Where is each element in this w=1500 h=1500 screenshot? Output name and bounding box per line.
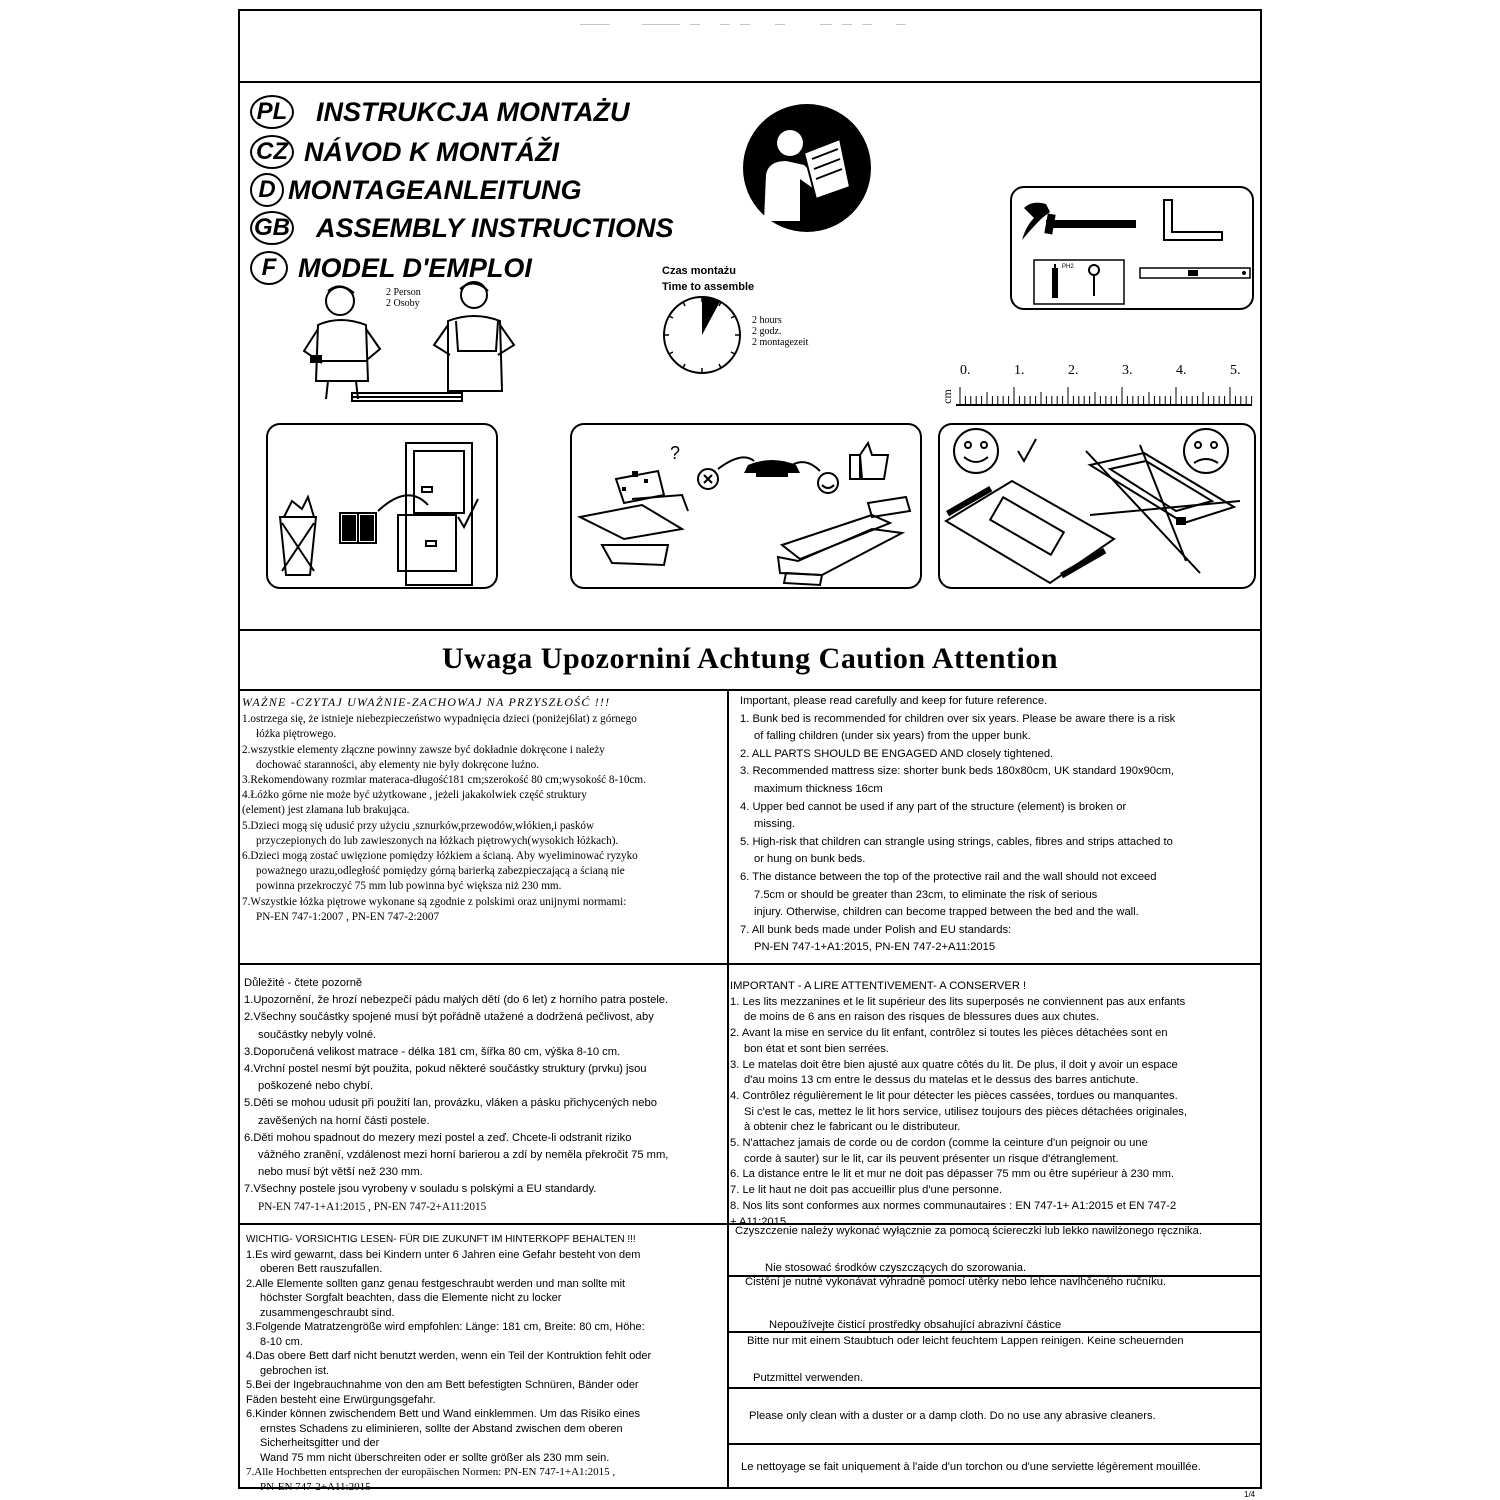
warnings-gb-line: injury. Otherwise, children can become trapped between the bed and the wall. [754, 906, 1139, 919]
warnings-cz-line: součástky nebyly volné. [258, 1028, 377, 1041]
header-section [240, 81, 1260, 631]
warnings-pl-line: (element) jest złamana lub brakująca. [242, 804, 410, 817]
ph2-label: PH2 [1062, 264, 1074, 270]
hours-label [752, 315, 808, 348]
warnings-pl-line: 1.ostrzega się, że istnieje niebezpieczeństwo wypadnięcia dzieci (poniżej6lat) z górnego [242, 713, 637, 726]
cleaning-cz [729, 1277, 1262, 1331]
work-on-floor-illustration [940, 425, 1254, 587]
warnings-de-line: oberen Bett rauszufallen. [260, 1263, 383, 1275]
cleaning-fr [729, 1445, 1262, 1489]
warnings-fr-line: corde à sauter) sur le lit, car ils peuvent présenter un risque d'étranglement. [744, 1152, 1119, 1165]
ruler-icon [956, 379, 1252, 409]
warnings-cz-line: PN-EN 747-1+A1:2015 , PN-EN 747-2+A11:2015 [258, 1200, 487, 1213]
warnings-pl-line: łóżka piętrowego. [256, 728, 337, 741]
cleaning-pl [729, 1225, 1262, 1275]
title-pl [250, 95, 629, 129]
grid-divider-1 [240, 963, 1262, 965]
title-text-gb: ASSEMBLY INSTRUCTIONS [316, 212, 674, 243]
warnings-fr-line: 4. Contrôlez régulièrement le lit pour détecter les pièces cassées, tordues ou manquantes. [730, 1089, 1178, 1102]
warnings-pl-line: 2.wszystkie elementy złączne powinny zawsze być dokładnie dokręcone i należy [242, 743, 605, 756]
ruler-tick-3: 3. [1122, 363, 1133, 378]
page-number: 1/4 [1244, 1490, 1256, 1499]
warnings-gb-line: missing. [754, 818, 796, 831]
warnings-pl-heading: WAŻNE -CZYTAJ UWAŻNIE-ZACHOWAJ NA PRZYSZŁOŚĆ !!! [242, 695, 611, 709]
title-text-cz: NÁVOD K MONTÁŽI [304, 136, 559, 167]
ruler-unit: cm [939, 389, 954, 404]
warnings-gb-line: 4. Upper bed cannot be used if any part of the structure (element) is broken or [740, 800, 1127, 813]
warnings-de-line: 5.Bei der Ingebrauchnahme von den am Bett befestigten Schnüren, Bänder oder [246, 1379, 639, 1391]
caution-title: Uwaga Upozorniní Achtung Caution Attention [240, 629, 1260, 691]
title-cz [250, 135, 559, 169]
time-label-pl: Czas montażu [662, 265, 736, 277]
warnings-fr-line: 3. Le matelas doit être bien ajusté aux quatre côtés du lit. De plus, il doit y avoir un espace [730, 1058, 1178, 1071]
lang-badge-f: F [250, 251, 288, 285]
warnings-de-line: 1.Es wird gewarnt, dass bei Kindern unter 6 Jahren eine Gefahr besteht von dem [246, 1248, 641, 1261]
warnings-pl-line: 6.Dzieci mogą zostać uwięzione pomiędzy łóżkiem a ścianą. Aby wyeliminować ryzyko [242, 850, 638, 863]
lang-badge-gb: GB [250, 211, 294, 245]
warnings-cz-line: 4.Vrchní postel nesmí být použita, pokud některé součástky struktury (prvku) jsou [244, 1063, 647, 1076]
cleaning-cz-line: Nepoužívejte čisticí prostředky obsahující abrazivní částice [769, 1319, 1062, 1332]
warnings-grid [240, 691, 1260, 1493]
hours-label-de: 2 montagezeit [752, 337, 809, 348]
cleaning-de [729, 1333, 1262, 1387]
panel-call-support [570, 423, 922, 589]
warnings-de [246, 1233, 726, 1493]
warnings-gb [740, 693, 1260, 961]
warnings-fr-line: 1. Les lits mezzanines et le lit supérieur des lits superposés ne conviennent pas aux enfants [730, 995, 1186, 1008]
tools-box [1010, 186, 1254, 310]
warnings-cz-line: poškozené nebo chybí. [258, 1080, 374, 1093]
warnings-fr-line: de moins de 6 ans en raison des risques de blessures dues aux chutes. [744, 1011, 1100, 1024]
warnings-cz-line: zavěšených na horní části postele. [258, 1114, 430, 1127]
warnings-de-line: gebrochen ist. [260, 1364, 330, 1377]
title-text-f: MODEL D'EMPLOI [298, 252, 532, 283]
warnings-pl-line: PN-EN 747-1:2007 , PN-EN 747-2:2007 [256, 910, 440, 923]
ruler-tick-0: 0. [960, 363, 971, 378]
warnings-pl [242, 695, 726, 961]
title-text-d: MONTAGEANLEITUNG [288, 174, 582, 205]
warnings-gb-line: PN-EN 747-1+A1:2015, PN-EN 747-2+A11:2015 [754, 941, 996, 954]
lang-badge-cz: CZ [250, 135, 294, 169]
ruler-tick-2: 2. [1068, 363, 1079, 378]
warnings-gb-line: 2. ALL PARTS SHOULD BE ENGAGED AND closely tightened. [740, 747, 1054, 760]
warnings-fr-heading: IMPORTANT - A LIRE ATTENTIVEMENT- A CONSERVER ! [730, 980, 1027, 992]
cleaning-pl-line: Czyszczenie należy wykonać wyłącznie za pomocą ściereczki lub lekko nawilżonego ręcznika. [735, 1224, 1202, 1237]
cleaning-cz-line: Čistění je nutné vykonávat výhradně pomocí utěrky nebo lehce navlhčeného ručníku. [745, 1275, 1167, 1288]
hours-label-en: 2 hours [752, 315, 782, 326]
warnings-de-line: Wand 75 mm nicht überschreiten oder er sollte größer als 230 mm sein. [260, 1451, 610, 1464]
tools-icon [1012, 188, 1252, 308]
two-persons-icon [298, 281, 558, 421]
warnings-cz-line: 5.Děti se mohou udusit při použití lan, provázku, vláken a pásku přichycených nebo [244, 1097, 657, 1110]
lang-badge-d: D [250, 173, 284, 207]
keep-manual-illustration [268, 425, 496, 587]
warnings-cz-line: vážného zranění, vzdálenost mezi horní barierou a zdí by neměla překročit 75 mm, [258, 1149, 669, 1162]
warnings-de-line: 4.Das obere Bett darf nicht benutzt werden, wenn ein Teil der Kontruktion fehlt oder [246, 1350, 652, 1362]
warnings-gb-line: of falling children (under six years) from the upper bunk. [754, 730, 1031, 743]
warnings-de-line: 6.Kinder können zwischendem Bett und Wand einklemmen. Um das Risiko eines [246, 1408, 640, 1420]
warnings-de-heading: WICHTIG- VORSICHTIG LESEN- FÜR DIE ZUKUNFT IM HINTERKOPF BEHALTEN !!! [246, 1234, 636, 1245]
warnings-gb-line: or hung on bunk beds. [754, 853, 866, 866]
warnings-cz-line: 7.Všechny postele jsou vyrobeny v souladu s polskými a EU standardy. [244, 1183, 597, 1196]
cleaning-pl-line: Nie stosować środków czyszczących do szorowania. [765, 1262, 1027, 1275]
persons-label [386, 287, 421, 309]
warnings-gb-line: 1. Bunk bed is recommended for children over six years. Please be aware there is a risk [740, 712, 1176, 725]
time-label-gb: Time to assemble [662, 281, 755, 293]
warnings-pl-line: 5.Dzieci mogą się udusić przy użyciu ,sznurków,przewodów,włókien,i pasków [242, 819, 595, 832]
warnings-fr [730, 979, 1262, 1228]
warnings-de-line: Fäden besteht eine Erwürgungsgefahr. [246, 1393, 436, 1406]
instruction-page [238, 9, 1262, 1493]
warnings-cz-line: 3.Doporučená velikost matrace - délka 181 cm, šířka 80 cm, výška 8-10 cm. [244, 1045, 621, 1058]
warnings-fr-line: 7. Le lit haut ne doit pas accueillir plus d'une personne. [730, 1184, 1003, 1197]
warnings-fr-line: d'au moins 13 cm entre le dessus du matelas et le dessus des barres antichute. [744, 1074, 1139, 1087]
warnings-pl-line: przyczepionych do lub zawieszonych na łóżkach piętrowych(wysokich łóżkach). [256, 834, 619, 847]
warnings-cz-line: 2.Všechny součástky spojené musí být pořádně utažené a dodržená pečlivost, aby [244, 1011, 654, 1024]
warnings-gb-line: 7.5cm or should be greater than 23cm, to eliminate the risk of serious [754, 888, 1098, 901]
warnings-de-line: 8-10 cm. [260, 1335, 303, 1348]
cleaning-gb [729, 1389, 1262, 1443]
cleaning-gb-line: Please only clean with a duster or a damp cloth. Do no use any abrasive cleaners. [749, 1409, 1156, 1422]
title-text-pl: INSTRUKCJA MONTAŻU [316, 96, 630, 127]
warnings-cz-line: nebo musí být větší než 230 mm. [258, 1166, 423, 1179]
warnings-fr-line: + A11:2015 [730, 1215, 787, 1228]
ruler-tick-4: 4. [1176, 363, 1187, 378]
warnings-gb-heading: Important, please read carefully and keep for future reference. [740, 695, 1048, 707]
cleaning-de-line: Putzmittel verwenden. [753, 1372, 864, 1385]
warnings-fr-line: Si c'est le cas, mettez le lit hors service, utilisez toujours des pièces détachées originales, [744, 1105, 1188, 1118]
top-header-bar [240, 11, 1260, 83]
lang-badge-pl: PL [250, 95, 294, 129]
warnings-fr-line: bon état et sont bien serrées. [744, 1042, 889, 1055]
warnings-de-line: Sicherheitsgitter und der [260, 1437, 380, 1449]
warnings-pl-line: powinna przekroczyć 75 mm lub powinna być większa niż 230 mm. [256, 880, 562, 893]
title-f [250, 251, 532, 285]
warnings-gb-line: 5. High-risk that children can strangle using strings, cables, fibres and strips attached to [740, 835, 1173, 848]
warnings-cz-heading: Důležité - čtete pozorně [244, 977, 363, 989]
persons-label-pl: 2 Osoby [386, 298, 420, 309]
read-manual-icon [742, 103, 872, 233]
warnings-pl-line: 4.Łóżko górne nie może być użytkowane , jeżeli jakakolwiek część struktury [242, 789, 587, 802]
ruler-tick-1: 1. [1014, 363, 1025, 378]
warnings-de-line: ernstes Schadens zu eliminieren, sollte der Abstand zwischen dem oberen [260, 1422, 623, 1435]
warnings-gb-line: maximum thickness 16cm [754, 782, 883, 795]
call-support-illustration [572, 425, 920, 587]
clock-icon [660, 293, 744, 377]
time-label [662, 263, 754, 295]
svg-text:?: ? [670, 443, 681, 463]
warnings-cz [244, 975, 726, 1221]
warnings-de-line: höchster Sorgfalt beachten, dass die Elemente nicht zu locker [260, 1292, 562, 1304]
warnings-pl-line: 3.Rekomendowany rozmiar materaca-długość181 cm;szerokość 80 cm;wysokość 8-10cm. [242, 774, 646, 787]
panel-keep-manual [266, 423, 498, 589]
warnings-fr-line: 6. La distance entre le lit et mur ne doit pas dépasser 75 mm ou être supérieur à 230 mm. [730, 1168, 1175, 1181]
warnings-fr-line: à obtenir chez le fabricant ou le distributeur. [744, 1121, 961, 1134]
warnings-de-line: 2.Alle Elemente sollten ganz genau festgeschraubt werden und man sollte mit [246, 1277, 626, 1290]
hours-label-pl: 2 godz. [752, 326, 782, 337]
warnings-gb-line: 7. All bunk beds made under Polish and EU standards: [740, 923, 1012, 936]
persons-label-en: 2 Person [386, 287, 421, 298]
warnings-pl-line: dochować staranności, aby elementy nie były dokręcone luźno. [256, 758, 540, 771]
panel-work-on-floor [938, 423, 1256, 589]
warnings-de-line: PN-EN 747-2+A11:2015 [260, 1480, 371, 1493]
title-d [250, 173, 581, 207]
warnings-fr-line: 8. Nos lits sont conformes aux normes communautaires : EN 747-1+ A1:2015 et EN 747-2 [730, 1199, 1177, 1212]
warnings-gb-line: 6. The distance between the top of the protective rail and the wall should not exceed [740, 870, 1157, 883]
warnings-gb-line: 3. Recommended mattress size: shorter bunk beds 180x80cm, UK standard 190x90cm, [740, 765, 1175, 778]
warnings-de-line: zusammengeschraubt sind. [260, 1306, 395, 1319]
warnings-cz-line: 1.Upozornění, že hrozí nebezpečí pádu malých dětí (do 6 let) z horního patra postele. [244, 994, 669, 1007]
title-gb [250, 211, 674, 245]
warnings-pl-line: poważnego urazu,odległość pomiędzy górną barierką zabezpieczającą a ścianą nie [256, 865, 625, 878]
warnings-cz-line: 6.Děti mohou spadnout do mezery mezi postel a zeď. Chcete-li odstranit riziko [244, 1131, 632, 1144]
warnings-de-line: 3.Folgende Matratzengröße wird empfohlen: Länge: 181 cm, Breite: 80 cm, Höhe: [246, 1321, 645, 1333]
warnings-fr-line: 5. N'attachez jamais de corde ou de cordon (comme la ceinture d'un peignoir ou une [730, 1137, 1148, 1150]
warnings-pl-line: 7.Wszystkie łóżka piętrowe wykonane są zgodnie z polskimi oraz unijnymi normami: [242, 895, 627, 908]
cleaning-de-line: Bitte nur mit einem Staubtuch oder leicht feuchtem Lappen reinigen. Keine scheuernden [747, 1334, 1184, 1347]
ruler-tick-5: 5. [1230, 363, 1241, 378]
warnings-fr-line: 2. Avant la mise en service du lit enfant, contrôlez si toutes les pièces détachées sont en [730, 1027, 1168, 1040]
cleaning-fr-line: Le nettoyage se fait uniquement à l'aide d'un torchon ou d'une serviette légèrement mouillée. [741, 1460, 1201, 1473]
decorative-dashes [580, 23, 980, 25]
warnings-de-line: 7.Alle Hochbetten entsprechen der europäischen Normen: PN-EN 747-1+A1:2015 , [246, 1466, 616, 1478]
